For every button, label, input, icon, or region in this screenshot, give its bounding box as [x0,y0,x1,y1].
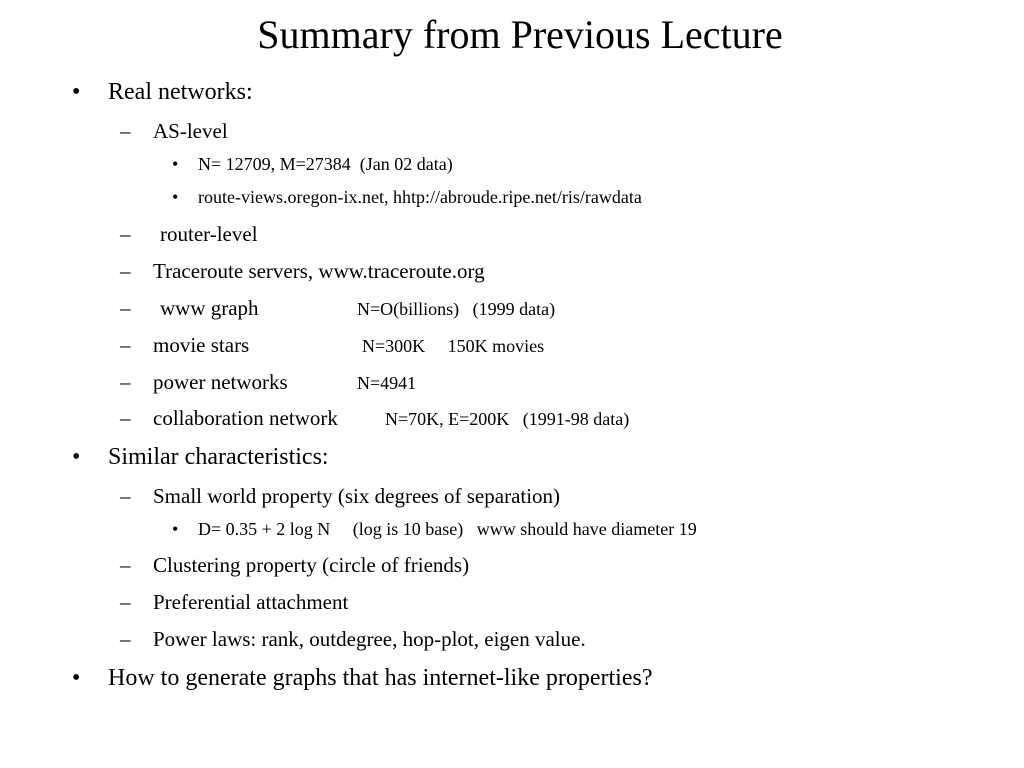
dash-marker: – [120,553,131,577]
sub-bullet-text: Small world property (six degrees of separation) [153,484,561,508]
sub-bullet-note: N=70K, E=200K (1991-98 data) [385,409,630,429]
bullet-marker: • [72,79,81,105]
dash-marker: – [120,627,131,651]
dash-marker: – [120,296,131,320]
bullet-marker: • [172,187,179,207]
dash-marker: – [120,222,131,246]
bullet-marker: • [72,665,81,691]
sub-sub-bullet-text: D= 0.35 + 2 log N (log is 10 base) www should have diameter 19 [198,519,697,539]
sub-bullet-text: Clustering property (circle of friends) [153,553,470,577]
sub-bullet-text: Preferential attachment [153,590,349,614]
dash-marker: – [120,590,131,614]
bullet-text: Real networks: [108,79,253,105]
dash-marker: – [120,333,131,357]
sub-bullet-text: router-level [160,222,258,246]
bullet-marker: • [172,519,179,539]
slide-title: Summary from Previous Lecture [257,12,783,57]
sub-bullet-note: N=O(billions) (1999 data) [357,299,556,319]
bullet-text: Similar characteristics: [108,444,329,470]
sub-bullet-note: N=4941 [357,373,417,393]
sub-bullet-text: Traceroute servers, www.traceroute.org [153,259,485,283]
dash-marker: – [120,119,131,143]
sub-bullet-text: www graph [160,296,259,320]
bullet-marker: • [172,154,179,174]
bullet-text: How to generate graphs that has internet-like properties? [108,665,653,691]
dash-marker: – [120,484,131,508]
dash-marker: – [120,259,131,283]
dash-marker: – [120,370,131,394]
dash-marker: – [120,406,131,430]
sub-bullet-text: Power laws: rank, outdegree, hop-plot, eigen value. [153,627,586,651]
sub-sub-bullet-text: route-views.oregon-ix.net, hhtp://abroude.ripe.net/ris/rawdata [198,187,642,207]
sub-sub-bullet-text: N= 12709, M=27384 (Jan 02 data) [198,154,453,174]
sub-bullet-text: movie stars [153,333,250,357]
bullet-marker: • [72,444,81,470]
sub-bullet-text: power networks [153,370,288,394]
sub-bullet-note: N=300K 150K movies [362,336,545,356]
sub-bullet-text: collaboration network [153,406,338,430]
sub-bullet-text: AS-level [153,119,228,143]
